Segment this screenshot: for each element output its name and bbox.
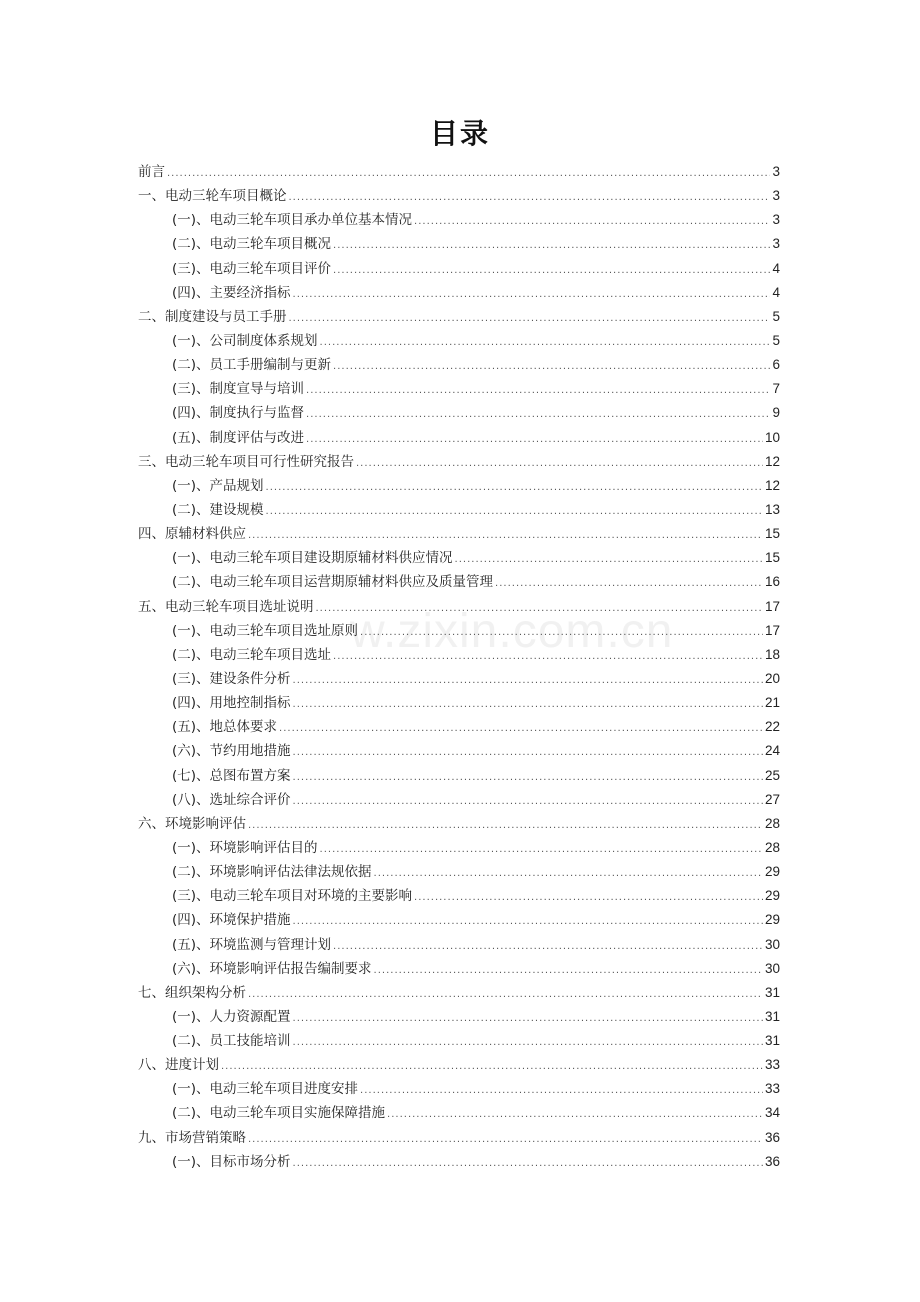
- toc-entry-page-number: 4: [772, 260, 780, 276]
- toc-entry-page-number: 17: [764, 622, 780, 638]
- toc-entry-page-number: 10: [764, 429, 780, 445]
- toc-dot-leader: [293, 766, 763, 790]
- table-of-contents: [138, 160, 780, 1174]
- toc-chapter-entry[interactable]: [138, 450, 780, 474]
- toc-dot-leader: [387, 1103, 763, 1127]
- toc-entry-label: (二)、电动三轮车项目运营期原辅材料供应及质量管理: [172, 574, 494, 591]
- toc-entry-label: (二)、电动三轮车项目实施保障措施: [172, 1105, 386, 1122]
- toc-entry-page-number: 3: [772, 212, 780, 228]
- toc-entry-label: (六)、节约用地措施: [172, 743, 291, 760]
- toc-section-entry[interactable]: [138, 1005, 780, 1029]
- toc-dot-leader: [289, 307, 771, 331]
- toc-dot-leader: [248, 983, 763, 1007]
- toc-dot-leader: [333, 259, 770, 283]
- toc-entry-page-number: 21: [764, 695, 780, 711]
- toc-dot-leader: [320, 331, 771, 355]
- toc-entry-label: (一)、公司制度体系规划: [172, 332, 318, 349]
- toc-entry-label: (二)、员工技能培训: [172, 1033, 291, 1050]
- toc-section-entry[interactable]: [138, 208, 780, 232]
- toc-section-entry[interactable]: [138, 281, 780, 305]
- toc-entry-label: 五、电动三轮车项目选址说明: [138, 598, 314, 615]
- toc-entry-label: (一)、电动三轮车项目选址原则: [172, 622, 359, 639]
- toc-entry-label: 八、进度计划: [138, 1057, 219, 1074]
- toc-dot-leader: [293, 283, 771, 307]
- toc-entry-label: (四)、用地控制指标: [172, 695, 291, 712]
- toc-entry-label: (二)、员工手册编制与更新: [172, 357, 332, 374]
- toc-entry-page-number: 29: [764, 864, 780, 880]
- toc-entry-label: 九、市场营销策略: [138, 1129, 246, 1146]
- toc-dot-leader: [167, 162, 770, 186]
- toc-entry-label: (四)、主要经济指标: [172, 284, 291, 301]
- toc-dot-leader: [293, 1152, 763, 1176]
- toc-dot-leader: [414, 210, 770, 234]
- toc-entry-page-number: 20: [764, 670, 780, 686]
- toc-section-entry[interactable]: [138, 1029, 780, 1053]
- toc-entry-page-number: 17: [764, 598, 780, 614]
- toc-dot-leader: [356, 452, 763, 476]
- toc-entry-label: (三)、电动三轮车项目评价: [172, 260, 332, 277]
- toc-chapter-entry[interactable]: [138, 184, 780, 208]
- toc-entry-page-number: 3: [772, 236, 780, 252]
- toc-dot-leader: [306, 428, 763, 452]
- toc-entry-page-number: 6: [772, 357, 780, 373]
- toc-dot-leader: [289, 186, 771, 210]
- toc-section-entry[interactable]: [138, 933, 780, 957]
- toc-dot-leader: [320, 838, 763, 862]
- watermark-text: w.zixin.com.cn: [350, 605, 674, 658]
- toc-entry-page-number: 13: [764, 501, 780, 517]
- toc-section-entry[interactable]: [138, 426, 780, 450]
- toc-dot-leader: [293, 790, 763, 814]
- toc-entry-label: 四、原辅材料供应: [138, 526, 246, 543]
- toc-entry-label: (六)、环境影响评估报告编制要求: [172, 960, 372, 977]
- toc-section-entry[interactable]: [138, 546, 780, 570]
- toc-dot-leader: [221, 1055, 763, 1079]
- toc-entry-page-number: 28: [764, 839, 780, 855]
- toc-dot-leader: [360, 621, 763, 645]
- toc-section-entry[interactable]: [138, 232, 780, 256]
- toc-entry-page-number: 22: [764, 719, 780, 735]
- toc-entry-page-number: 30: [764, 936, 780, 952]
- toc-section-entry[interactable]: [138, 498, 780, 522]
- toc-dot-leader: [279, 717, 763, 741]
- toc-entry-page-number: 28: [764, 815, 780, 831]
- toc-entry-page-number: 4: [772, 284, 780, 300]
- toc-entry-label: (一)、人力资源配置: [172, 1008, 291, 1025]
- toc-section-entry[interactable]: [138, 691, 780, 715]
- toc-entry-label: (五)、地总体要求: [172, 719, 278, 736]
- toc-entry-label: (八)、选址综合评价: [172, 791, 291, 808]
- toc-entry-page-number: 5: [772, 308, 780, 324]
- toc-section-entry[interactable]: [138, 570, 780, 594]
- toc-section-entry[interactable]: [138, 908, 780, 932]
- toc-entry-label: (二)、电动三轮车项目概况: [172, 236, 332, 253]
- page-title: 目录: [429, 117, 490, 150]
- toc-section-entry[interactable]: [138, 474, 780, 498]
- toc-section-entry[interactable]: [138, 643, 780, 667]
- toc-entry-page-number: 16: [764, 574, 780, 590]
- toc-entry-page-number: 31: [764, 984, 780, 1000]
- toc-dot-leader: [266, 500, 763, 524]
- toc-dot-leader: [248, 814, 763, 838]
- toc-chapter-entry[interactable]: [138, 305, 780, 329]
- toc-entry-label: (五)、制度评估与改进: [172, 429, 305, 446]
- toc-section-entry[interactable]: [138, 836, 780, 860]
- toc-dot-leader: [293, 669, 763, 693]
- toc-section-entry[interactable]: [138, 619, 780, 643]
- toc-dot-leader: [414, 886, 763, 910]
- toc-entry-page-number: 3: [772, 188, 780, 204]
- toc-entry-label: (七)、总图布置方案: [172, 767, 291, 784]
- toc-entry-label: 前言: [138, 164, 165, 180]
- toc-chapter-entry[interactable]: [138, 522, 780, 546]
- toc-entry-page-number: 29: [764, 912, 780, 928]
- toc-entry-label: (四)、环境保护措施: [172, 912, 291, 929]
- toc-chapter-entry[interactable]: [138, 812, 780, 836]
- toc-section-entry[interactable]: [138, 957, 780, 981]
- toc-entry-page-number: 34: [764, 1105, 780, 1121]
- toc-section-entry[interactable]: [138, 860, 780, 884]
- toc-entry-label: (一)、电动三轮车项目承办单位基本情况: [172, 212, 413, 229]
- toc-chapter-entry[interactable]: [138, 981, 780, 1005]
- toc-section-entry[interactable]: [138, 1101, 780, 1125]
- toc-dot-leader: [333, 645, 763, 669]
- toc-section-entry[interactable]: [138, 353, 780, 377]
- toc-entry-page-number: 5: [772, 332, 780, 348]
- toc-dot-leader: [455, 548, 763, 572]
- toc-dot-leader: [495, 572, 763, 596]
- toc-section-entry[interactable]: [138, 884, 780, 908]
- toc-section-entry[interactable]: [138, 764, 780, 788]
- toc-entry-label: 六、环境影响评估: [138, 815, 246, 832]
- toc-entry-page-number: 29: [764, 888, 780, 904]
- toc-entry-label: (一)、环境影响评估目的: [172, 839, 318, 856]
- toc-entry-label: (一)、电动三轮车项目建设期原辅材料供应情况: [172, 550, 453, 567]
- toc-entry-label: (三)、电动三轮车项目对环境的主要影响: [172, 888, 413, 905]
- toc-section-entry[interactable]: [138, 329, 780, 353]
- toc-entry-page-number: 27: [764, 791, 780, 807]
- toc-dot-leader: [374, 862, 763, 886]
- toc-dot-leader: [316, 597, 763, 621]
- toc-section-entry[interactable]: [138, 257, 780, 281]
- toc-entry-page-number: 36: [764, 1153, 780, 1169]
- toc-section-entry[interactable]: [138, 788, 780, 812]
- toc-dot-leader: [293, 1031, 763, 1055]
- toc-entry-label: (一)、电动三轮车项目进度安排: [172, 1081, 359, 1098]
- toc-entry-page-number: 33: [764, 1057, 780, 1073]
- toc-section-entry[interactable]: [138, 667, 780, 691]
- toc-entry-page-number: 30: [764, 960, 780, 976]
- toc-entry-label: (三)、制度宣导与培训: [172, 381, 305, 398]
- toc-entry-label: 二、制度建设与员工手册: [138, 308, 287, 325]
- toc-dot-leader: [360, 1079, 763, 1103]
- toc-entry-page-number: 12: [764, 453, 780, 469]
- toc-dot-leader: [293, 1007, 763, 1031]
- toc-entry-label: (一)、产品规划: [172, 477, 264, 494]
- toc-dot-leader: [333, 355, 770, 379]
- toc-section-entry[interactable]: [138, 377, 780, 401]
- toc-entry-page-number: 25: [764, 767, 780, 783]
- toc-entry-page-number: 7: [772, 381, 780, 397]
- toc-dot-leader: [248, 524, 763, 548]
- toc-entry-label: (二)、建设规模: [172, 501, 264, 518]
- toc-entry-page-number: 15: [764, 526, 780, 542]
- toc-chapter-entry[interactable]: [138, 160, 780, 184]
- toc-section-entry[interactable]: [138, 1077, 780, 1101]
- toc-section-entry[interactable]: [138, 739, 780, 763]
- toc-entry-page-number: 33: [764, 1081, 780, 1097]
- toc-entry-page-number: 3: [772, 164, 780, 179]
- toc-dot-leader: [293, 741, 763, 765]
- toc-dot-leader: [293, 910, 763, 934]
- toc-dot-leader: [306, 403, 770, 427]
- toc-entry-label: (四)、制度执行与监督: [172, 405, 305, 422]
- toc-entry-label: (二)、电动三轮车项目选址: [172, 646, 332, 663]
- toc-section-entry[interactable]: [138, 1150, 780, 1174]
- toc-dot-leader: [266, 476, 763, 500]
- toc-entry-page-number: 31: [764, 1008, 780, 1024]
- toc-entry-page-number: 31: [764, 1033, 780, 1049]
- toc-entry-page-number: 36: [764, 1129, 780, 1145]
- toc-section-entry[interactable]: [138, 401, 780, 425]
- toc-entry-label: 一、电动三轮车项目概论: [138, 188, 287, 205]
- toc-dot-leader: [293, 693, 763, 717]
- toc-entry-label: (五)、环境监测与管理计划: [172, 936, 332, 953]
- toc-chapter-entry[interactable]: [138, 1053, 780, 1077]
- toc-dot-leader: [248, 1128, 763, 1152]
- toc-entry-page-number: 15: [764, 550, 780, 566]
- toc-section-entry[interactable]: [138, 715, 780, 739]
- toc-entry-label: (一)、目标市场分析: [172, 1153, 291, 1170]
- toc-entry-label: 三、电动三轮车项目可行性研究报告: [138, 453, 354, 470]
- toc-entry-label: (二)、环境影响评估法律法规依据: [172, 864, 372, 881]
- toc-chapter-entry[interactable]: [138, 595, 780, 619]
- toc-entry-page-number: 24: [764, 743, 780, 759]
- toc-dot-leader: [306, 379, 770, 403]
- toc-entry-label: (三)、建设条件分析: [172, 670, 291, 687]
- toc-entry-page-number: 12: [764, 477, 780, 493]
- toc-dot-leader: [374, 959, 763, 983]
- toc-dot-leader: [333, 935, 763, 959]
- toc-dot-leader: [333, 234, 770, 258]
- toc-entry-label: 七、组织架构分析: [138, 984, 246, 1001]
- toc-entry-page-number: 9: [772, 405, 780, 421]
- toc-entry-page-number: 18: [764, 646, 780, 662]
- toc-chapter-entry[interactable]: [138, 1126, 780, 1150]
